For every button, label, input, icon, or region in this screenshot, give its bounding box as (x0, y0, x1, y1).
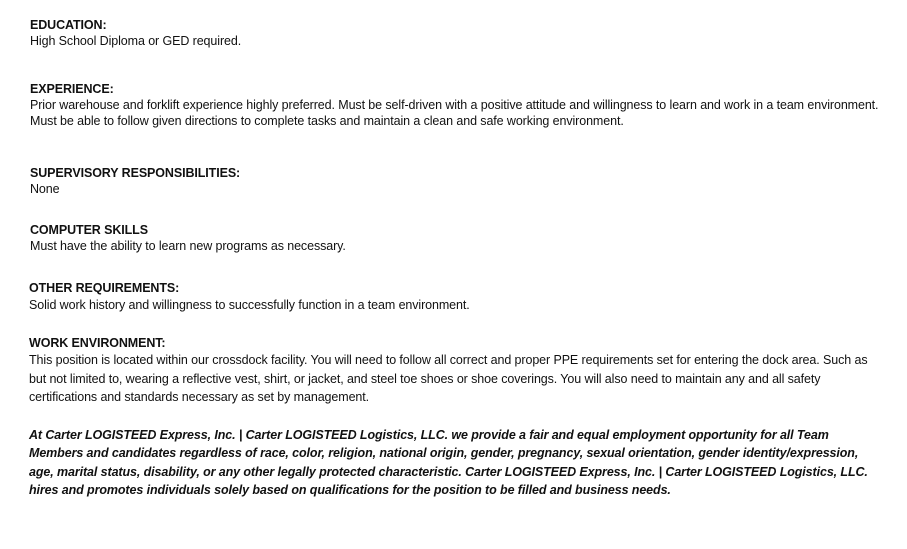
education-section (30, 17, 880, 49)
computer-skills-text: Must have the ability to learn new programs as necessary. (30, 239, 346, 253)
eeo-statement: At Carter LOGISTEED Express, Inc. | Carter LOGISTEED Logistics, LLC. we provide a fair and equal employment opportunity for all Team Members and candidates regardless of race, color, religion, national origin, gender, pregnancy, sexual orientation, gender identity/expression, age, marital status, disability, or any other legally protected characteristic. Carter LOGISTEED Express, Inc. | Carter LOGISTEED Logistics, LLC. hires and promotes individuals solely based on qualifications for the position to be filled and business needs. (29, 428, 868, 497)
other-requirements-text: Solid work history and willingness to successfully function in a team environment. (29, 298, 470, 312)
computer-skills-section (30, 222, 880, 254)
work-environment-section (29, 335, 879, 407)
work-environment-heading: WORK ENVIRONMENT: (29, 336, 166, 350)
supervisory-heading: SUPERVISORY RESPONSIBILITIES: (30, 166, 241, 180)
supervisory-text: None (30, 182, 60, 196)
supervisory-section (30, 165, 880, 197)
experience-section (30, 81, 880, 129)
other-requirements-section (29, 280, 879, 314)
education-heading: EDUCATION: (30, 18, 107, 32)
education-text: High School Diploma or GED required. (30, 34, 242, 48)
computer-skills-heading: COMPUTER SKILLS (30, 223, 148, 237)
other-requirements-heading: OTHER REQUIREMENTS: (29, 281, 180, 295)
experience-text: Prior warehouse and forklift experience highly preferred. Must be self-driven with a positive attitude and willingness to learn and work in a team environment. Must be able to follow given directions to complete tasks and maintain a clean and safe working environment. (30, 98, 879, 128)
work-environment-text: This position is located within our crossdock facility. You will need to follow all correct and proper PPE requirements set for entering the dock area. Such as but not limited to, wearing a reflective vest, shirt, or jacket, and steel toe shoes or shoe coverings. You will also need to maintain any and all safety certifications and standards necessary as set by management. (29, 353, 868, 404)
experience-heading: EXPERIENCE: (30, 82, 114, 96)
